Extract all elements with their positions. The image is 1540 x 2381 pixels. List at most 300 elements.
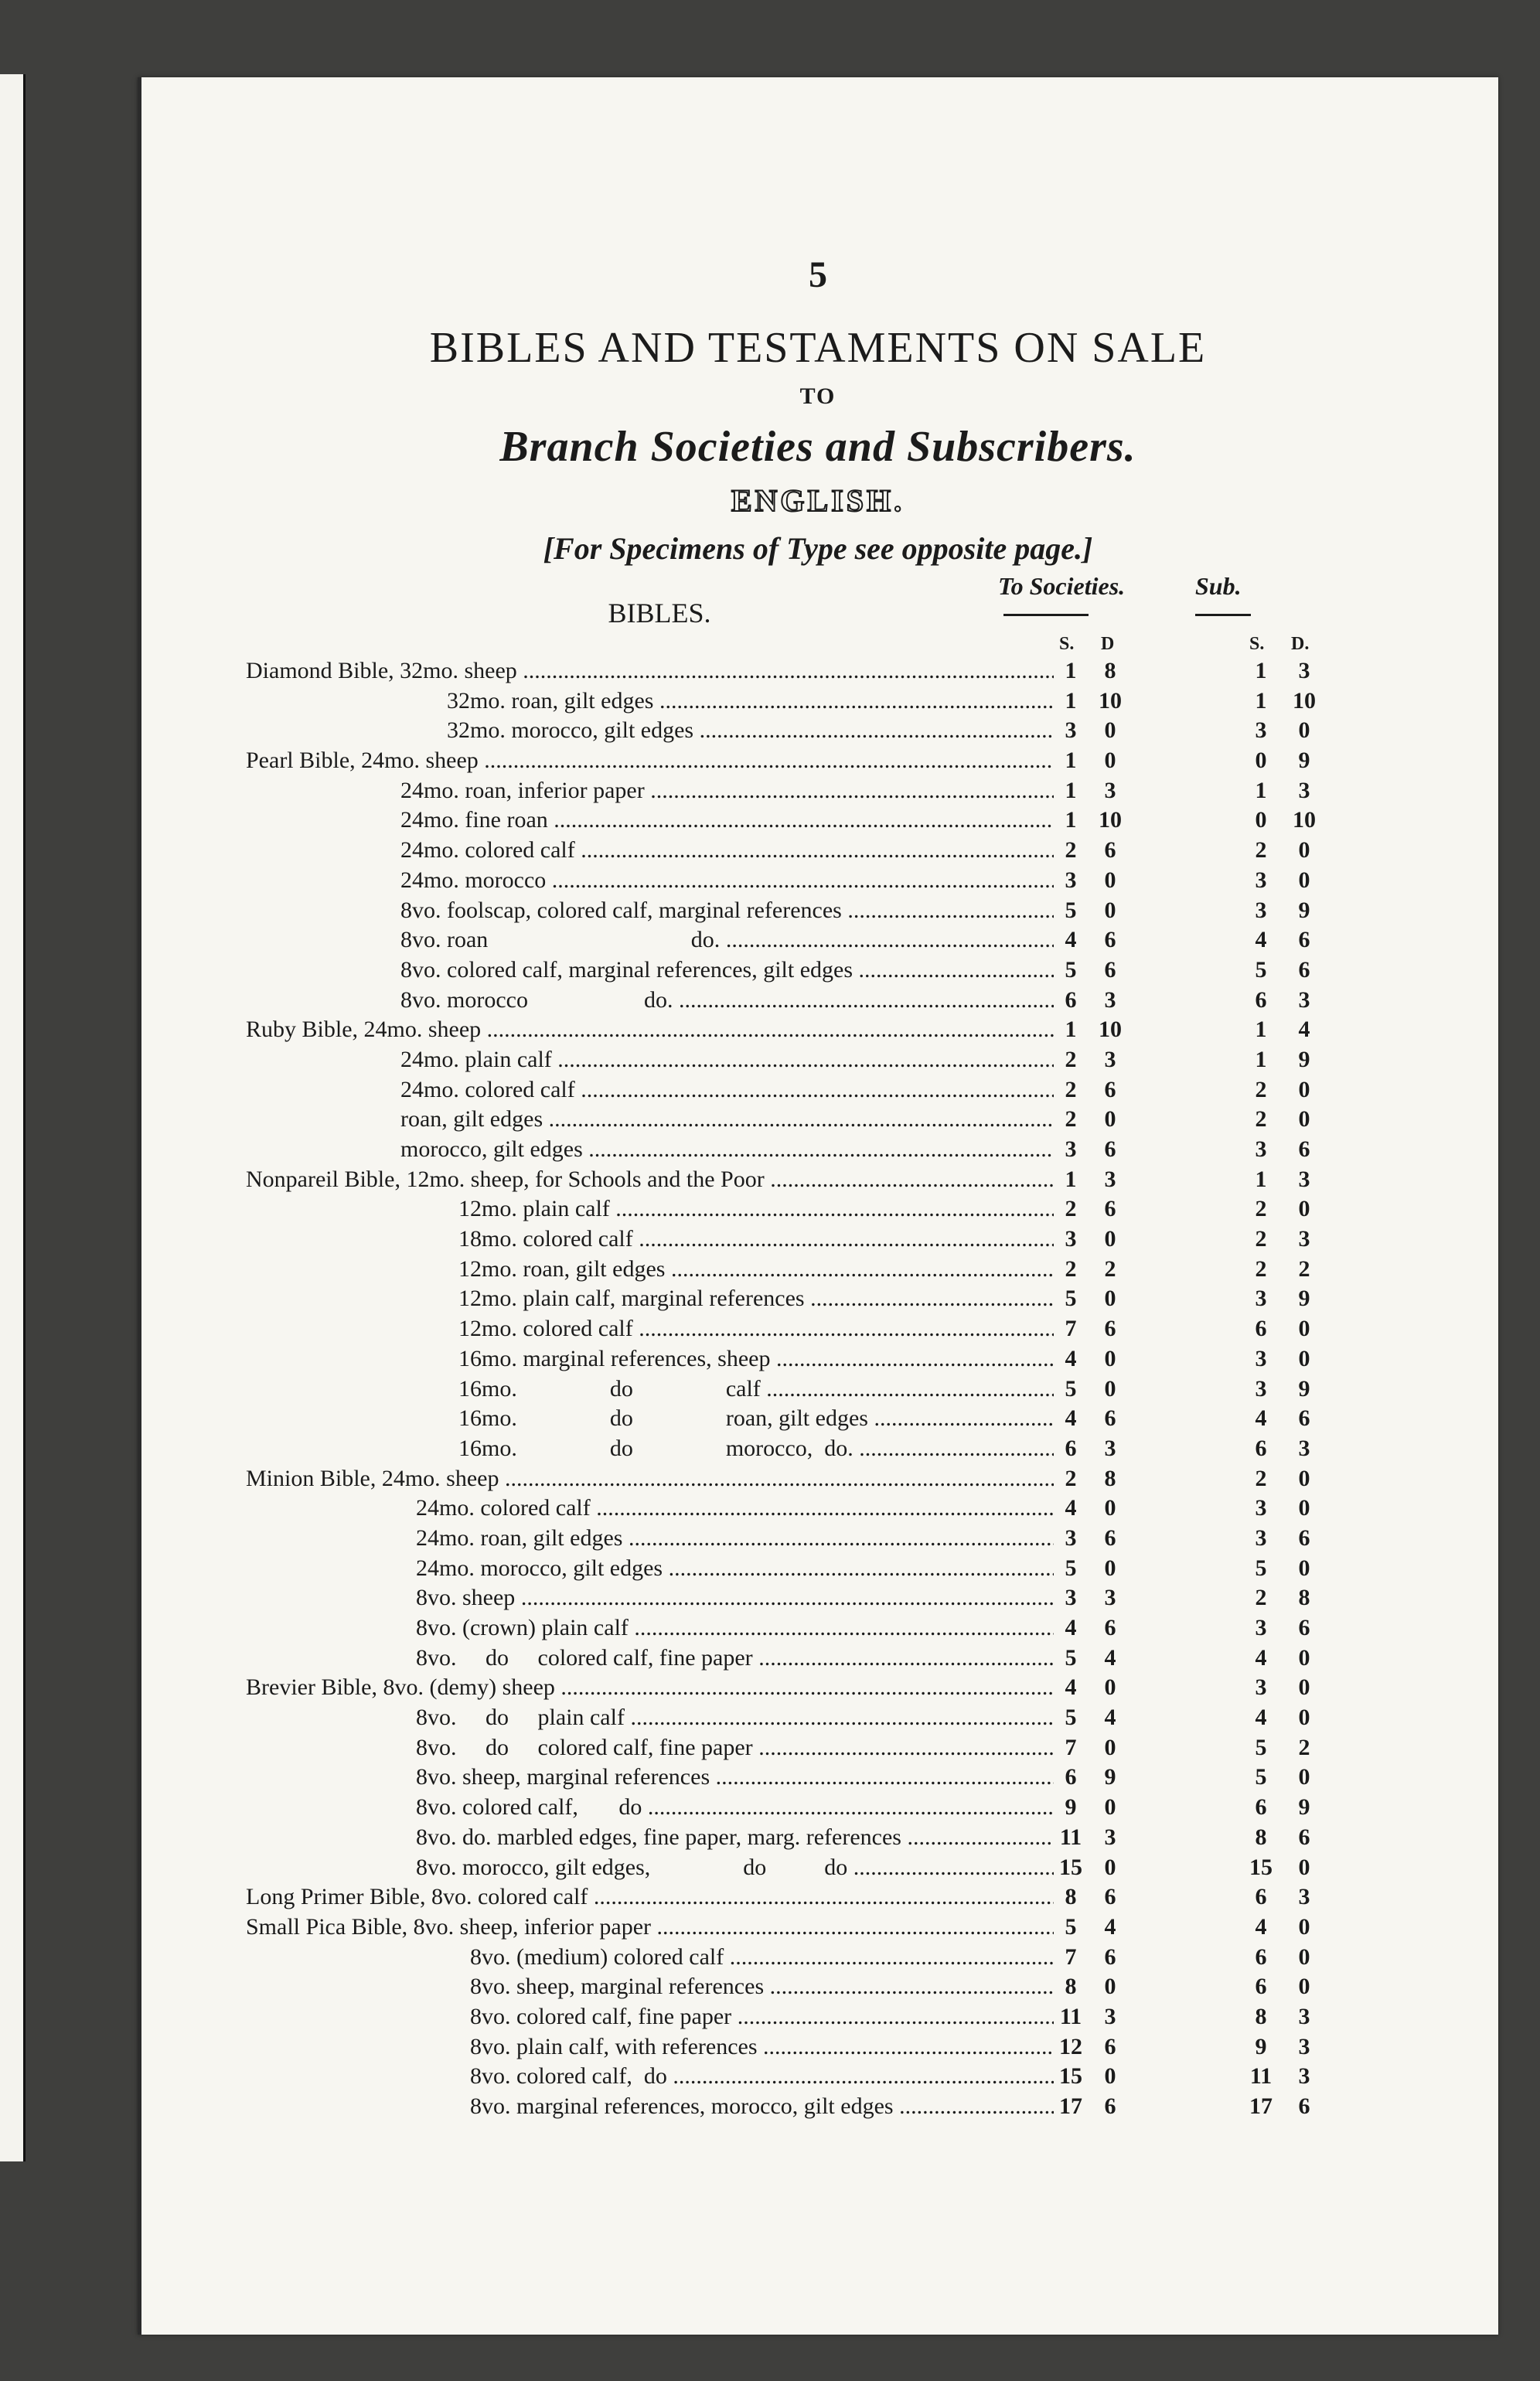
- price-subscribers-pence: 4: [1298, 1017, 1310, 1043]
- language-heading: [138, 482, 1498, 519]
- item-description-text: 24mo. fine roan: [400, 807, 548, 833]
- item-description-text: 24mo. colored calf: [400, 837, 575, 863]
- price-societies-pence: 6: [1104, 1136, 1116, 1162]
- price-row: [246, 806, 1483, 836]
- price-subscribers-shillings: 3: [1255, 1524, 1267, 1551]
- price-societies-pence: 6: [1104, 1405, 1116, 1432]
- price-societies-pence: 0: [1104, 1794, 1116, 1821]
- price-societies-pence: 10: [1099, 687, 1122, 714]
- price-societies-shillings: 4: [1065, 927, 1077, 953]
- item-description-text: 8vo. marginal references, morocco, gilt edges: [470, 2093, 894, 2119]
- price-row: [246, 1255, 1483, 1285]
- price-subscribers-pence: 3: [1298, 1884, 1310, 1910]
- price-societies-pence: 3: [1104, 1435, 1116, 1461]
- price-row: [246, 1882, 1483, 1913]
- item-description-text: 32mo. roan, gilt edges: [447, 687, 654, 714]
- price-subscribers-shillings: 3: [1255, 867, 1267, 893]
- price-subscribers-shillings: 5: [1255, 1555, 1267, 1581]
- price-row: [246, 2032, 1483, 2063]
- price-row: [246, 1464, 1483, 1494]
- price-subscribers-pence: 3: [1298, 1226, 1310, 1252]
- price-subscribers-pence: 0: [1298, 1555, 1310, 1581]
- item-description: [246, 1613, 1054, 1644]
- item-description: [246, 1045, 1054, 1075]
- item-description-text: Diamond Bible, 32mo. sheep: [246, 658, 517, 683]
- price-subscribers-shillings: 2: [1255, 837, 1267, 863]
- price-subscribers-shillings: 3: [1255, 1495, 1267, 1521]
- item-description: [246, 1434, 1054, 1464]
- price-societies-pence: 3: [1104, 1046, 1116, 1072]
- price-subscribers-shillings: 17: [1249, 2093, 1273, 2119]
- item-description-text: 12mo. plain calf: [458, 1196, 610, 1222]
- price-subscribers-pence: 9: [1298, 1286, 1310, 1312]
- price-subscribers-pence: 0: [1298, 1974, 1310, 2000]
- item-description: [246, 955, 1054, 986]
- item-description: [246, 2092, 1054, 2122]
- price-societies-shillings: 15: [1059, 1854, 1082, 1880]
- item-description: [246, 1583, 1054, 1613]
- item-description: [246, 1135, 1054, 1165]
- item-description-text: Small Pica Bible, 8vo. sheep, inferior paper: [246, 1913, 652, 1940]
- price-societies-pence: 0: [1104, 867, 1116, 893]
- price-societies-pence: 8: [1104, 658, 1116, 683]
- price-row: [246, 1434, 1483, 1464]
- price-row: [246, 1943, 1483, 1973]
- price-societies-pence: 6: [1104, 2093, 1116, 2119]
- price-subscribers-shillings: 4: [1255, 1913, 1267, 1940]
- price-societies-shillings: 6: [1065, 1764, 1077, 1790]
- price-subscribers-shillings: 1: [1255, 1166, 1267, 1192]
- price-subscribers-pence: 0: [1298, 1674, 1310, 1701]
- item-description-text: 24mo. morocco: [400, 867, 547, 893]
- page-title: BIBLES AND TESTAMENTS ON SALE: [429, 324, 1207, 372]
- price-societies-shillings: 8: [1065, 1884, 1077, 1910]
- unit-shillings-societies: S.: [1059, 634, 1075, 654]
- item-description-text: 32mo. morocco, gilt edges: [447, 717, 694, 744]
- item-description: [246, 776, 1054, 806]
- price-subscribers-pence: 0: [1298, 867, 1310, 893]
- item-description-text: 8vo. colored calf, fine paper: [470, 2003, 732, 2029]
- item-description-text: Brevier Bible, 8vo. (demy) sheep: [246, 1674, 555, 1701]
- price-societies-shillings: 5: [1065, 1286, 1077, 1312]
- item-description: [246, 746, 1054, 776]
- item-description-text: 8vo. sheep: [416, 1585, 516, 1611]
- item-description: [246, 896, 1054, 926]
- price-societies-shillings: 5: [1065, 1913, 1077, 1940]
- price-row: [246, 836, 1483, 866]
- item-description: [246, 866, 1054, 896]
- price-row: [246, 686, 1483, 717]
- binding-edge: [138, 77, 141, 2335]
- price-societies-pence: 6: [1104, 2033, 1116, 2059]
- price-societies-shillings: 3: [1065, 1226, 1077, 1252]
- item-description-text: 16mo. marginal references, sheep: [458, 1345, 771, 1371]
- price-subscribers-shillings: 2: [1255, 1585, 1267, 1611]
- price-subscribers-shillings: 3: [1255, 1615, 1267, 1640]
- price-societies-shillings: 3: [1065, 1524, 1077, 1551]
- item-description: [246, 1225, 1054, 1255]
- item-description-text: 24mo. morocco, gilt edges: [416, 1555, 663, 1581]
- price-societies-pence: 3: [1104, 777, 1116, 803]
- item-description: [246, 1554, 1054, 1584]
- price-societies-pence: 8: [1104, 1465, 1116, 1491]
- price-row: [246, 1913, 1483, 1943]
- price-subscribers-shillings: 3: [1255, 897, 1267, 923]
- price-subscribers-pence: 3: [1298, 2033, 1310, 2059]
- price-subscribers-shillings: 11: [1249, 2063, 1273, 2090]
- price-subscribers-pence: 6: [1298, 956, 1310, 983]
- item-description: [246, 1015, 1054, 1045]
- price-societies-shillings: 3: [1065, 1585, 1077, 1611]
- price-societies-pence: 4: [1104, 1913, 1116, 1940]
- price-subscribers-pence: 6: [1298, 1524, 1310, 1551]
- price-subscribers-shillings: 5: [1255, 1734, 1267, 1760]
- item-description-text: 8vo. colored calf, do: [416, 1794, 642, 1821]
- price-societies-pence: 0: [1104, 1375, 1116, 1402]
- price-subscribers-pence: 0: [1298, 717, 1310, 744]
- item-description: [246, 1853, 1054, 1883]
- price-row: [246, 1524, 1483, 1554]
- price-societies-shillings: 2: [1065, 1046, 1077, 1072]
- item-description-text: 8vo. plain calf, with references: [470, 2033, 758, 2059]
- item-description-text: 12mo. plain calf, marginal references: [458, 1286, 805, 1312]
- price-societies-shillings: 1: [1065, 658, 1077, 683]
- item-description-text: 8vo. roan do.: [400, 927, 721, 953]
- price-row: [246, 2002, 1483, 2032]
- price-subscribers-pence: 0: [1298, 1644, 1310, 1671]
- price-subscribers-pence: 2: [1298, 1734, 1310, 1760]
- item-description: [246, 1194, 1054, 1225]
- item-description-text: 8vo. do colored calf, fine paper: [416, 1734, 753, 1760]
- price-subscribers-shillings: 6: [1255, 1974, 1267, 2000]
- price-societies-pence: 0: [1104, 1555, 1116, 1581]
- price-societies-pence: 4: [1104, 1705, 1116, 1731]
- price-societies-shillings: 5: [1065, 956, 1077, 983]
- price-societies-shillings: 3: [1065, 1136, 1077, 1162]
- price-subscribers-shillings: 0: [1255, 807, 1267, 833]
- item-description-text: 8vo. (medium) colored calf: [470, 1943, 724, 1970]
- price-societies-shillings: 2: [1065, 837, 1077, 863]
- price-subscribers-pence: 6: [1298, 1824, 1310, 1850]
- item-description: [246, 1793, 1054, 1823]
- price-subscribers-shillings: 9: [1255, 2033, 1267, 2059]
- price-row: [246, 1763, 1483, 1793]
- column-rule-subscribers: [1195, 614, 1251, 616]
- column-header-subscribers: Sub.: [1195, 572, 1242, 600]
- item-description-text: 16mo. do roan, gilt edges: [458, 1405, 868, 1432]
- item-description: [246, 986, 1054, 1016]
- price-subscribers-pence: 0: [1298, 1076, 1310, 1102]
- price-subscribers-pence: 9: [1298, 1794, 1310, 1821]
- price-row: [246, 1075, 1483, 1105]
- price-societies-pence: 9: [1104, 1764, 1116, 1790]
- price-societies-shillings: 1: [1065, 1166, 1077, 1192]
- price-societies-shillings: 1: [1065, 687, 1077, 714]
- price-societies-pence: 3: [1104, 1824, 1116, 1850]
- item-description-text: 8vo. sheep, marginal references: [416, 1764, 710, 1790]
- price-subscribers-shillings: 5: [1255, 1764, 1267, 1790]
- price-row: [246, 1733, 1483, 1763]
- price-subscribers-shillings: 6: [1255, 1943, 1267, 1970]
- price-row: [246, 656, 1483, 686]
- item-description: [246, 806, 1054, 836]
- price-societies-shillings: 9: [1065, 1794, 1077, 1821]
- price-subscribers-shillings: 2: [1255, 1255, 1267, 1282]
- price-row: [246, 1972, 1483, 2002]
- page-subtitle: Branch Societies and Subscribers.: [499, 423, 1136, 471]
- price-row: [246, 1673, 1483, 1703]
- price-row: [246, 776, 1483, 806]
- item-description-text: 8vo. do. marbled edges, fine paper, marg. references: [416, 1824, 901, 1850]
- price-subscribers-pence: 6: [1298, 1615, 1310, 1640]
- price-subscribers-shillings: 8: [1255, 1824, 1267, 1850]
- item-description: [246, 1404, 1054, 1434]
- price-subscribers-shillings: 6: [1255, 1435, 1267, 1461]
- price-row: [246, 1135, 1483, 1165]
- price-societies-shillings: 5: [1065, 1555, 1077, 1581]
- price-subscribers-pence: 6: [1298, 2093, 1310, 2119]
- price-societies-pence: 3: [1104, 1585, 1116, 1611]
- price-subscribers-shillings: 15: [1249, 1854, 1273, 1880]
- price-societies-shillings: 17: [1059, 2093, 1082, 2119]
- price-societies-pence: 0: [1104, 897, 1116, 923]
- price-societies-pence: 4: [1104, 1644, 1116, 1671]
- item-description-text: 8vo. morocco do.: [400, 986, 673, 1013]
- price-subscribers-shillings: 0: [1255, 748, 1267, 774]
- price-subscribers-shillings: 6: [1255, 986, 1267, 1013]
- price-societies-shillings: 6: [1065, 1435, 1077, 1461]
- item-description: [246, 1524, 1054, 1554]
- language-heading-text: ENGLISH.: [731, 483, 905, 518]
- price-row: [246, 986, 1483, 1016]
- item-description-text: 8vo. do colored calf, fine paper: [416, 1644, 753, 1671]
- price-row: [246, 1583, 1483, 1613]
- price-societies-shillings: 12: [1059, 2033, 1082, 2059]
- price-row: [246, 1165, 1483, 1195]
- price-subscribers-pence: 0: [1298, 1705, 1310, 1731]
- price-row: [246, 1494, 1483, 1524]
- item-description-text: 8vo. colored calf, do: [470, 2063, 667, 2090]
- price-societies-pence: 6: [1104, 1076, 1116, 1102]
- unit-pence-subscribers: D.: [1291, 634, 1310, 654]
- price-societies-pence: 0: [1104, 1226, 1116, 1252]
- item-description-text: roan, gilt edges: [400, 1106, 543, 1133]
- price-societies-pence: 0: [1104, 1106, 1116, 1133]
- item-description: [246, 2002, 1054, 2032]
- price-subscribers-pence: 9: [1298, 1375, 1310, 1402]
- price-row: [246, 1404, 1483, 1434]
- price-row: [246, 746, 1483, 776]
- price-subscribers-shillings: 4: [1255, 1405, 1267, 1432]
- price-row: [246, 866, 1483, 896]
- price-societies-shillings: 4: [1065, 1495, 1077, 1521]
- item-description: [246, 1703, 1054, 1733]
- price-subscribers-pence: 6: [1298, 927, 1310, 953]
- price-societies-pence: 6: [1104, 1615, 1116, 1640]
- price-societies-shillings: 4: [1065, 1345, 1077, 1371]
- price-row: [246, 1045, 1483, 1075]
- price-societies-pence: 3: [1104, 986, 1116, 1013]
- item-description-text: 24mo. roan, gilt edges: [416, 1524, 623, 1551]
- price-row: [246, 925, 1483, 955]
- item-description-text: 16mo. do morocco, do.: [458, 1435, 853, 1461]
- item-description: [246, 1882, 1054, 1913]
- item-description: [246, 1673, 1054, 1703]
- item-description-text: 8vo. do plain calf: [416, 1705, 625, 1731]
- item-description: [246, 1374, 1054, 1405]
- price-subscribers-pence: 6: [1298, 1405, 1310, 1432]
- price-societies-pence: 6: [1104, 1943, 1116, 1970]
- price-subscribers-pence: 3: [1298, 658, 1310, 683]
- item-description: [246, 1913, 1054, 1943]
- price-subscribers-pence: 0: [1298, 1854, 1310, 1880]
- item-description-text: 8vo. morocco, gilt edges, do do: [416, 1854, 848, 1880]
- price-societies-pence: 6: [1104, 1196, 1116, 1222]
- price-subscribers-pence: 3: [1298, 777, 1310, 803]
- price-societies-pence: 6: [1104, 1316, 1116, 1342]
- price-societies-shillings: 1: [1065, 1017, 1077, 1043]
- price-subscribers-shillings: 4: [1255, 1705, 1267, 1731]
- price-societies-shillings: 2: [1065, 1106, 1077, 1133]
- price-societies-pence: 0: [1104, 1854, 1116, 1880]
- item-description: [246, 686, 1054, 717]
- price-subscribers-pence: 0: [1298, 1106, 1310, 1133]
- document-page: [138, 77, 1498, 2335]
- price-societies-shillings: 1: [1065, 777, 1077, 803]
- price-societies-shillings: 2: [1065, 1076, 1077, 1102]
- price-subscribers-pence: 10: [1293, 687, 1316, 714]
- price-subscribers-shillings: 2: [1255, 1106, 1267, 1133]
- price-societies-shillings: 2: [1065, 1196, 1077, 1222]
- price-societies-pence: 0: [1104, 1974, 1116, 2000]
- price-subscribers-pence: 0: [1298, 1495, 1310, 1521]
- price-subscribers-pence: 0: [1298, 1465, 1310, 1491]
- price-subscribers-shillings: 2: [1255, 1196, 1267, 1222]
- item-description: [246, 1165, 1054, 1195]
- price-subscribers-shillings: 1: [1255, 777, 1267, 803]
- price-row: [246, 1703, 1483, 1733]
- price-societies-pence: 6: [1104, 1524, 1116, 1551]
- price-subscribers-shillings: 6: [1255, 1794, 1267, 1821]
- price-subscribers-pence: 0: [1298, 837, 1310, 863]
- price-societies-pence: 0: [1104, 1286, 1116, 1312]
- price-societies-shillings: 4: [1065, 1615, 1077, 1640]
- item-description-text: 16mo. do calf: [458, 1375, 761, 1402]
- price-subscribers-shillings: 3: [1255, 1286, 1267, 1312]
- item-description: [246, 1075, 1054, 1105]
- price-list: [246, 656, 1483, 2122]
- price-societies-shillings: 3: [1065, 717, 1077, 744]
- title-connector: TO: [799, 383, 836, 409]
- price-subscribers-shillings: 8: [1255, 2003, 1267, 2029]
- price-societies-shillings: 7: [1065, 1734, 1077, 1760]
- price-subscribers-shillings: 2: [1255, 1076, 1267, 1102]
- item-description-text: morocco, gilt edges: [400, 1136, 583, 1162]
- price-row: [246, 1225, 1483, 1255]
- price-subscribers-pence: 0: [1298, 1943, 1310, 1970]
- price-row: [246, 1374, 1483, 1405]
- item-description-text: 8vo. (crown) plain calf: [416, 1615, 629, 1640]
- price-societies-pence: 0: [1104, 717, 1116, 744]
- price-societies-shillings: 3: [1065, 867, 1077, 893]
- item-description-text: 24mo. colored calf: [400, 1076, 575, 1102]
- price-row: [246, 2062, 1483, 2092]
- price-subscribers-pence: 8: [1298, 1585, 1310, 1611]
- item-description: [246, 1644, 1054, 1674]
- price-subscribers-pence: 3: [1298, 986, 1310, 1013]
- item-description: [246, 1763, 1054, 1793]
- item-description: [246, 1255, 1054, 1285]
- price-row: [246, 1823, 1483, 1853]
- price-row: [246, 1194, 1483, 1225]
- price-societies-shillings: 5: [1065, 1375, 1077, 1402]
- price-societies-shillings: 2: [1065, 1255, 1077, 1282]
- item-description-text: 24mo. plain calf: [400, 1046, 552, 1072]
- item-description-text: 8vo. colored calf, marginal references, gilt edges: [400, 956, 853, 983]
- price-subscribers-shillings: 1: [1255, 687, 1267, 714]
- price-subscribers-pence: 9: [1298, 1046, 1310, 1072]
- item-description-text: 8vo. foolscap, colored calf, marginal references: [400, 897, 842, 923]
- price-row: [246, 1314, 1483, 1344]
- price-row: [246, 1105, 1483, 1135]
- price-subscribers-pence: 0: [1298, 1764, 1310, 1790]
- item-description-text: Ruby Bible, 24mo. sheep: [246, 1017, 482, 1043]
- price-subscribers-shillings: 3: [1255, 1345, 1267, 1371]
- price-societies-pence: 6: [1104, 927, 1116, 953]
- price-subscribers-pence: 9: [1298, 748, 1310, 774]
- price-societies-shillings: 4: [1065, 1674, 1077, 1701]
- item-description-text: Nonpareil Bible, 12mo. sheep, for Schools and the Poor: [246, 1166, 765, 1192]
- item-description-text: Long Primer Bible, 8vo. colored calf: [246, 1884, 588, 1910]
- item-description: [246, 836, 1054, 866]
- price-subscribers-shillings: 5: [1255, 956, 1267, 983]
- price-societies-shillings: 5: [1065, 1644, 1077, 1671]
- item-description: [246, 656, 1054, 686]
- item-description: [246, 1464, 1054, 1494]
- price-societies-shillings: 5: [1065, 897, 1077, 923]
- price-societies-shillings: 1: [1065, 748, 1077, 774]
- item-description: [246, 1943, 1054, 1973]
- price-societies-pence: 6: [1104, 1884, 1116, 1910]
- item-description: [246, 2032, 1054, 2063]
- price-societies-shillings: 8: [1065, 1974, 1077, 2000]
- price-societies-shillings: 5: [1065, 1705, 1077, 1731]
- item-description: [246, 1344, 1054, 1374]
- price-row: [246, 1644, 1483, 1674]
- price-row: [246, 1344, 1483, 1374]
- price-row: [246, 1793, 1483, 1823]
- item-description: [246, 1284, 1054, 1314]
- price-subscribers-pence: 10: [1293, 807, 1316, 833]
- price-subscribers-shillings: 3: [1255, 1674, 1267, 1701]
- item-description: [246, 1733, 1054, 1763]
- price-societies-pence: 3: [1104, 2003, 1116, 2029]
- price-societies-pence: 0: [1104, 1674, 1116, 1701]
- price-subscribers-pence: 3: [1298, 1166, 1310, 1192]
- price-societies-pence: 0: [1104, 2063, 1116, 2090]
- price-subscribers-shillings: 4: [1255, 1644, 1267, 1671]
- price-subscribers-shillings: 1: [1255, 1017, 1267, 1043]
- price-subscribers-shillings: 2: [1255, 1465, 1267, 1491]
- price-societies-pence: 0: [1104, 1345, 1116, 1371]
- item-description: [246, 1494, 1054, 1524]
- item-description-text: 12mo. roan, gilt edges: [458, 1255, 666, 1282]
- price-subscribers-pence: 0: [1298, 1345, 1310, 1371]
- price-subscribers-pence: 2: [1298, 1255, 1310, 1282]
- specimen-note: [For Specimens of Type see opposite page.]: [543, 531, 1093, 566]
- price-societies-shillings: 11: [1059, 1824, 1082, 1850]
- price-societies-pence: 10: [1099, 807, 1122, 833]
